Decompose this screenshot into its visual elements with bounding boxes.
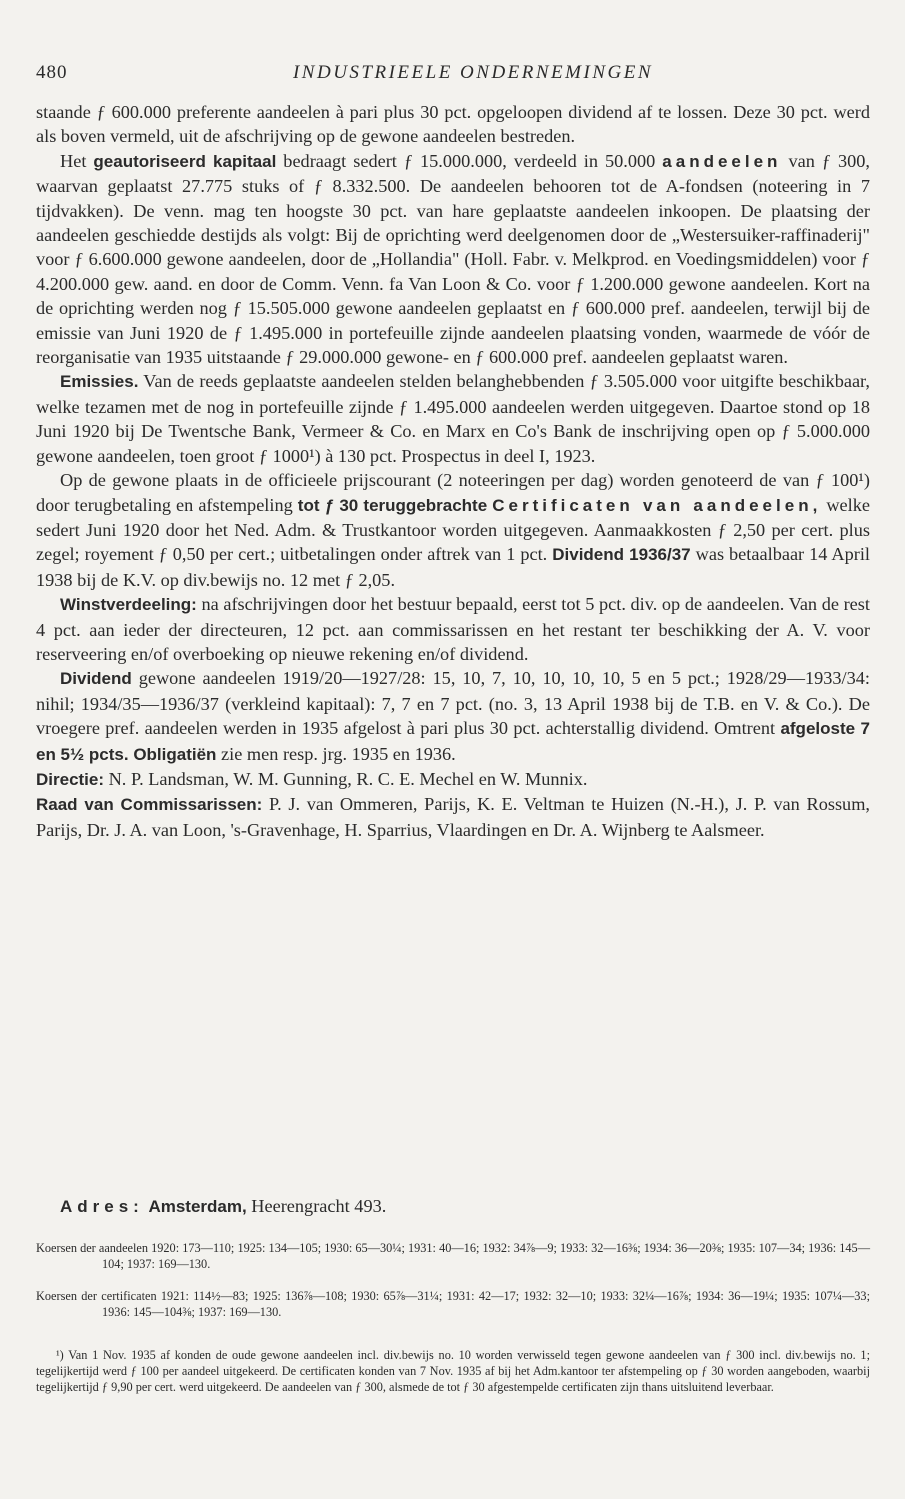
footnote: ¹) Van 1 Nov. 1935 af konden de oude gewone aandeelen incl. div.bewijs no. 10 worden verwisseld tegen gewone aandeelen van ƒ 300 incl. div.bewijs no. 1; tegelijkertijd werd ƒ 100 per aandeel uitgekeerd. De certificaten konden van 7 Nov. 1935 af bij het Adm.kantoor ter afstempeling op ƒ 30 worden aangeboden, waarbij tegelijkertijd ƒ 9,90 per cert. werd uitgekeerd. De aandeelen van ƒ 300, alsmede de tot ƒ 30 afgestempelde certificaten zijn thans uitsluitend leverbaar.: [36, 1348, 870, 1394]
paragraph-emissions: Emissies. Van de reeds geplaatste aandeelen stelden belanghebbenden ƒ 3.505.000 voor uitgifte beschikbaar, welke tezamen met de nog in portefeuille zijnde ƒ 1.495.000 aandeelen werden uitgegeven. Daartoe stond op 18 Juni 1920 bij De Twentsche Bank, Vermeer & Co. en Marx en Co's Bank de inschrijving open op ƒ 5.000.000 gewone aandeelen, toen groot ƒ 1000¹) à 130 pct. Prospectus in deel I, 1923.: [36, 371, 870, 466]
certificate-prices: Koersen der certificaten 1921: 114½—83; 1925: 136⅞—108; 1930: 65⅞—31¼; 1931: 42—17; 1932: 32—10; 1933: 32¼—16⅞; 1934: 36—19¼; 1935: 107¼—33; 1936: 145—104⅜; 1937: 169—130.: [36, 1289, 870, 1319]
paragraph-directors: Directie: N. P. Landsman, W. M. Gunning, R. C. E. Mechel en W. Munnix.: [36, 768, 588, 789]
paragraph-profit-distribution: Winstverdeeling: na afschrijvingen door het bestuur bepaald, eerst tot 5 pct. div. op de aandeelen. Van de rest 4 pct. aan ieder der directeuren, 12 pct. aan commissarissen en het restant ter beschikking der A. V. voor reserveering en/of overboeking op nieuwe rekening en/of dividend.: [36, 594, 870, 664]
running-title: INDUSTRIEELE ONDERNEMINGEN: [292, 62, 653, 83]
bold-bonds: afgeloste 7 en 5½ pcts. Obligatiën: [36, 719, 871, 764]
address-city: Amsterdam,: [148, 1197, 247, 1216]
label-dividend-1936: Dividend 1936/37: [552, 545, 691, 565]
paragraph-capital: Het geautoriseerd kapitaal bedraagt sedert ƒ 15.000.000, verdeeld in 50.000 aandeelen van ƒ 300, waarvan geplaatst 27.775 stuks of ƒ 8.332.500. De aandeelen behooren tot de A-fondsen (noteering in 7 tijdvakken). De venn. mag ten hoogste 30 pct. van hare geplaatste aandeelen inkoopen. De plaatsing der aandeelen geschiedde destijds als volgt: Bij de oprichting werd deelgenomen door de „Westersuiker-raffinaderij" voor ƒ 6.600.000 gewone aandeelen, door de „Hollandia" (Holl. Fabr. v. Melkprod. en Voedingsmiddelen) voor ƒ 4.200.000 gew. aand. en door de Comm. Venn. fa Van Loon & Co. voor ƒ 1.200.000 gewone aandeelen. Kort na de oprichting werden nog ƒ 15.505.000 gewone aandeelen geplaatst en ƒ 600.000 pref. aandeelen, terwijl bij de emissie van Juni 1920 de ƒ 1.495.000 in portefeuille zijnde aandeelen plaatsing vonden, waarmede de vóór de reorganisatie van 1935 uitstaande ƒ 29.000.000 gewone- en ƒ 600.000 pref. aandeelen geplaatst waren.: [36, 150, 870, 368]
label-board: Raad van Commissarissen:: [36, 795, 263, 815]
page-header: [36, 62, 870, 90]
page-number: 480: [36, 62, 68, 83]
label-emissions: Emissies.: [60, 372, 139, 392]
paragraph-certificates: Op de gewone plaats in de officieele prijscourant (2 noteeringen per dag) worden genoteerd de van ƒ 100¹) door terugbetaling en afstempeling tot ƒ 30 teruggebrachte Certificaten van aandeelen, welke sedert Juni 1920 door het Ned. Adm. & Trustkantoor worden uitgegeven. Aanmaakkosten ƒ 2,50 per cert. plus zegel; royement ƒ 0,50 per cert.; uitbetalingen onder aftrek van 1 pct. Dividend 1936/37 was betaalbaar 14 April 1938 bij de K.V. op div.bewijs no. 12 met ƒ 2,05.: [36, 470, 871, 590]
share-prices: Koersen der aandeelen 1920: 173—110; 1925: 134—105; 1930: 65—30¼; 1931: 40—16; 1932: 34⅞—9; 1933: 32—16⅜; 1934: 36—20⅜; 1935: 107—34; 1936: 145—104; 1937: 169—130.: [36, 1241, 870, 1271]
address-line: [60, 1196, 386, 1217]
bold-returned: tot ƒ 30 teruggebrachte: [297, 495, 488, 515]
paragraph-dividend: Dividend gewone aandeelen 1919/20—1927/28: 15, 10, 7, 10, 10, 10, 10, 5 en 5 pct.; 1928/29—1933/34: nihil; 1934/35—1936/37 (verkleind kapitaal): 7, 7 en 7 pct. (no. 3, 13 April 1938 bij de T.B. en V. & Co.). De vroegere pref. aandeelen werden in 1935 afgelost à pari plus 30 pct. achterstallig dividend. Omtrent afgeloste 7 en 5½ pcts. Obligatiën zie men resp. jrg. 1935 en 1936.: [36, 668, 871, 764]
label-profit-distribution: Winstverdeeling:: [60, 595, 197, 615]
address-label: Adres:: [60, 1197, 144, 1216]
label-directors: Directie:: [36, 769, 105, 789]
spaced-shares: aandeelen: [662, 151, 782, 171]
paragraph-continuation: staande ƒ 600.000 preferente aandeelen à pari plus 30 pct. opgeloopen dividend af te lossen. Deze 30 pct. werd als boven vermeld, uit de afschrijving op de gewone aandeelen bestreden.: [36, 102, 870, 147]
label-dividend: Dividend: [60, 669, 132, 689]
address-street: Heerengracht 493.: [251, 1196, 387, 1216]
paragraph-board: Raad van Commissarissen: P. J. van Ommeren, Parijs, K. E. Veltman te Huizen (N.-H.), J. P. van Rossum, Parijs, Dr. J. A. van Loon, 's-Gravenhage, H. Sparrius, Vlaardingen en Dr. A. Wijnberg te Aalsmeer.: [36, 794, 870, 840]
label-authorized-capital: geautoriseerd kapitaal: [93, 151, 277, 171]
spaced-certificates: Certificaten van aandeelen,: [492, 495, 822, 515]
body-text: [36, 100, 870, 842]
